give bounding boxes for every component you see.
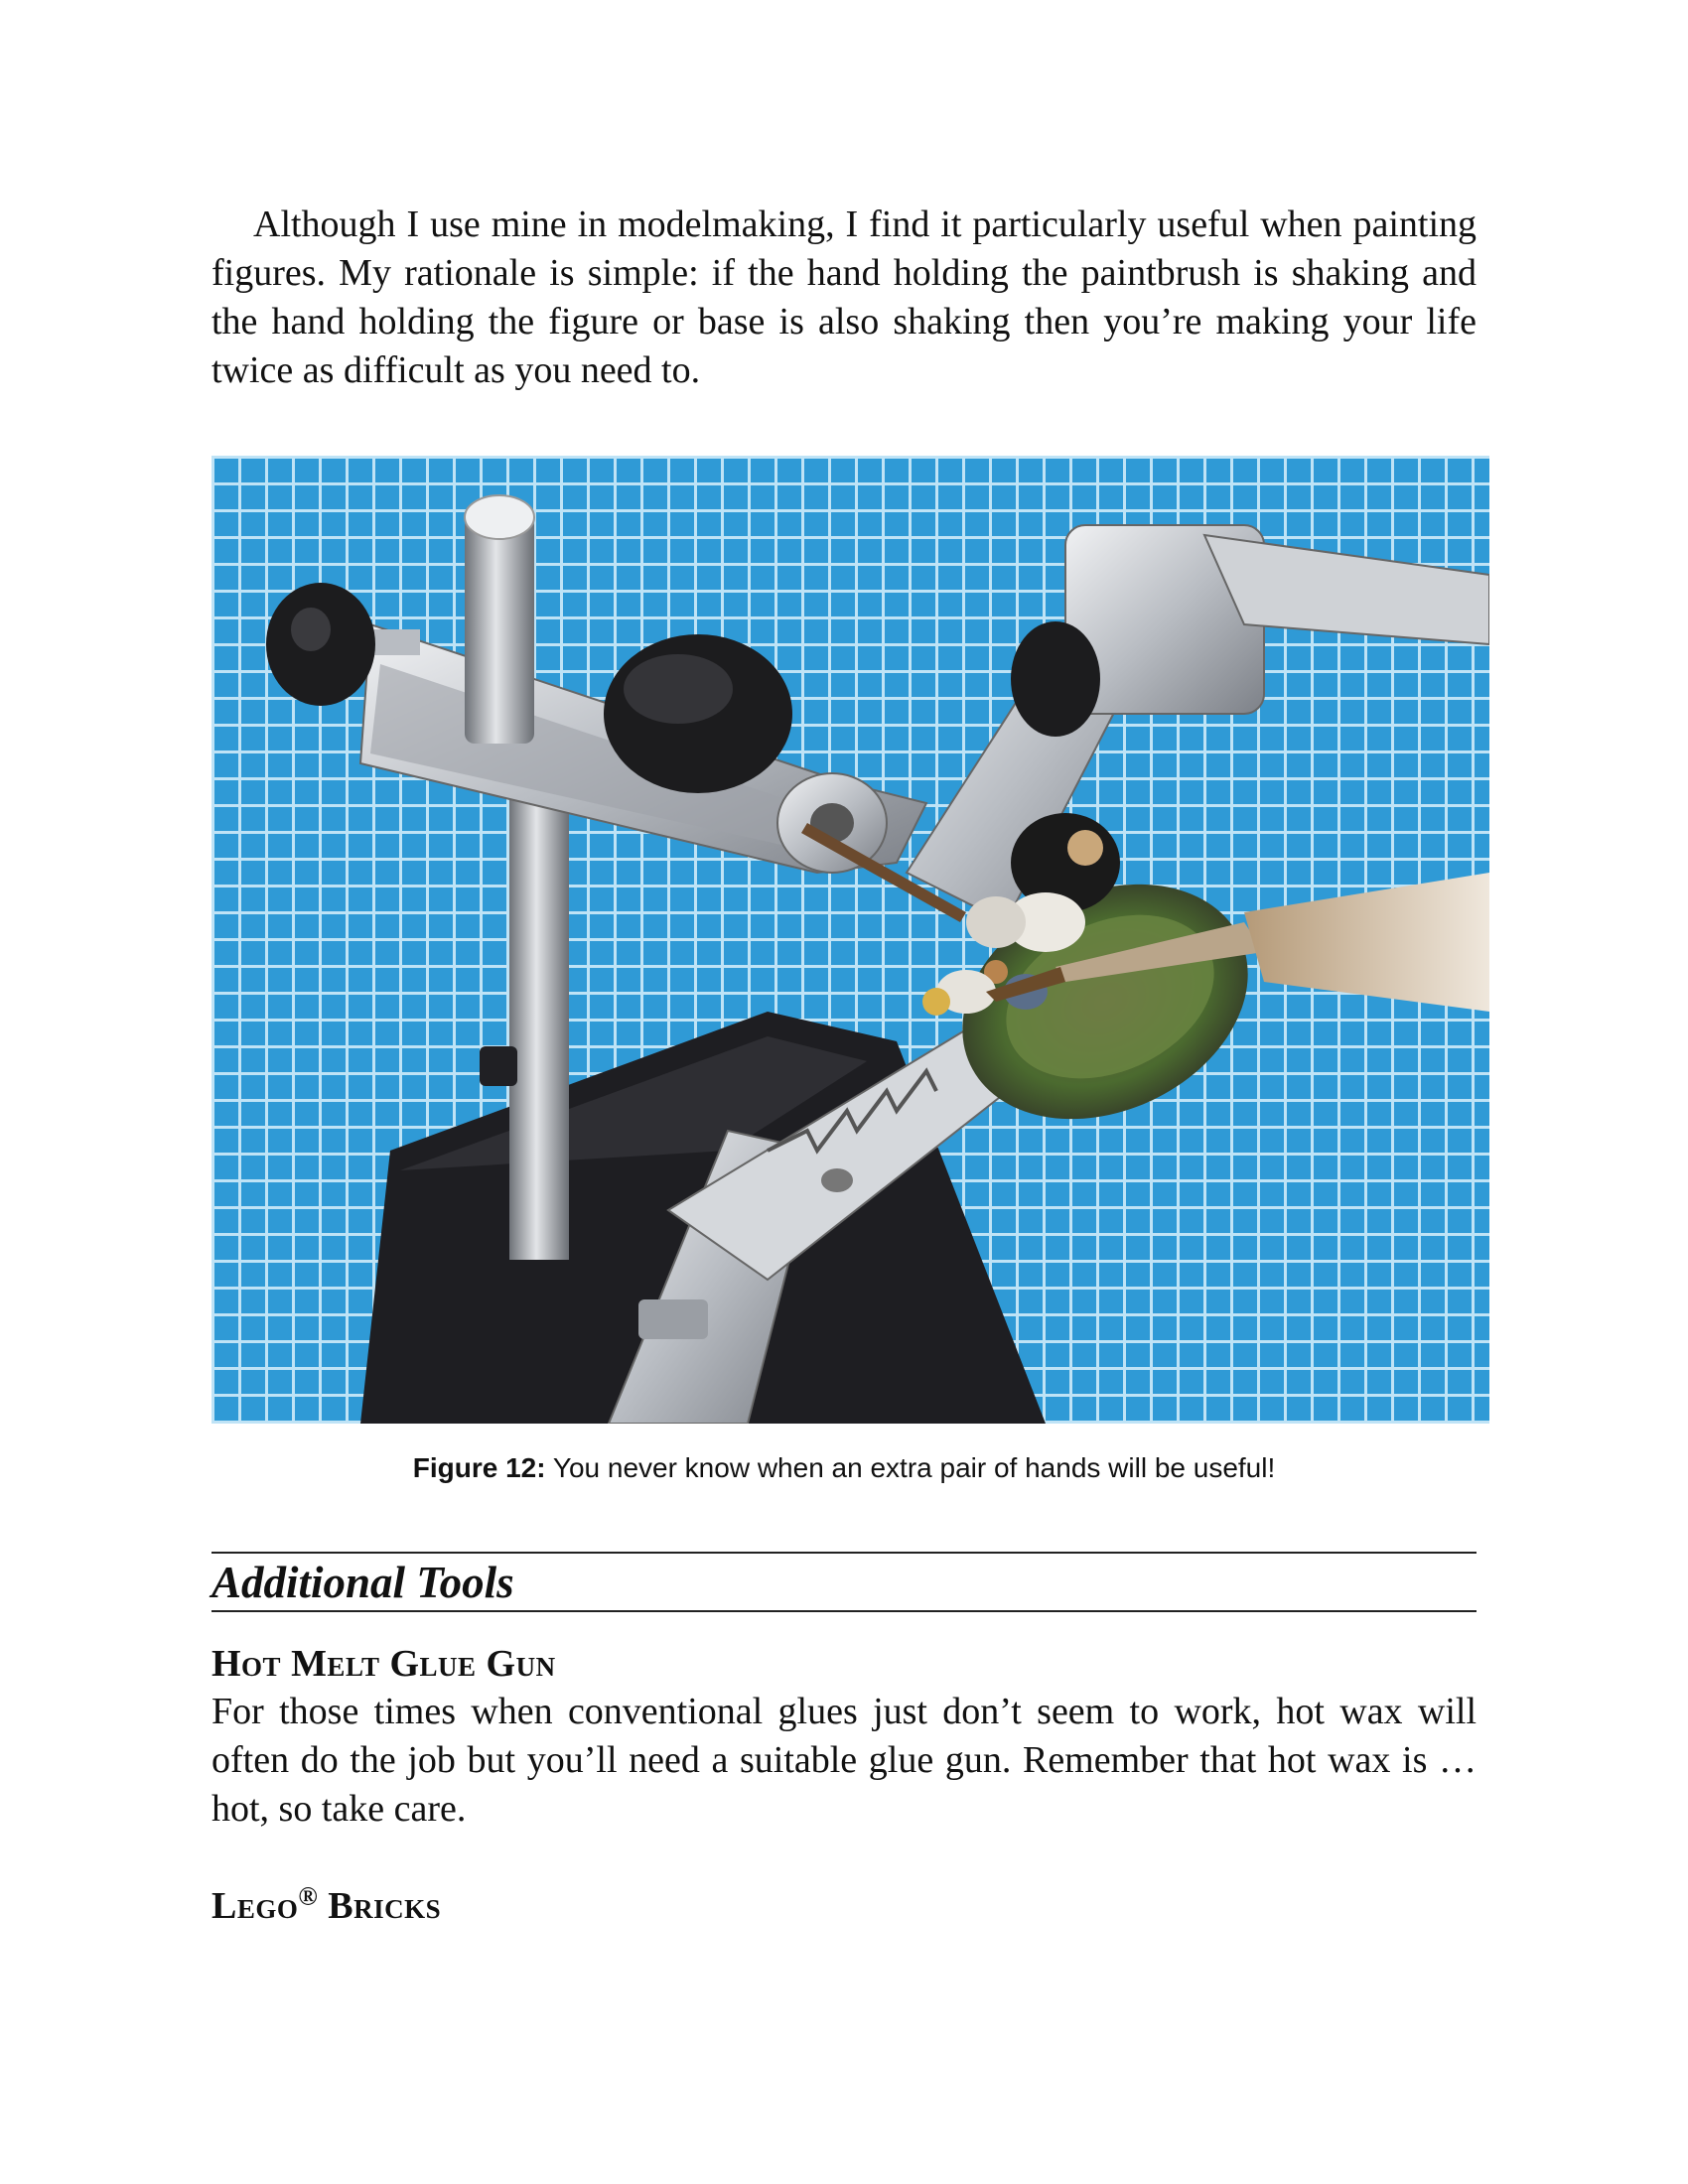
lego-word: Lego xyxy=(211,1885,299,1927)
stand-rod xyxy=(509,783,569,1260)
section-heading: Additional Tools xyxy=(211,1558,514,1607)
knob-right xyxy=(1011,621,1100,737)
subsection-heading-lego-bricks xyxy=(211,1881,442,1928)
figure-photo-helping-hands xyxy=(211,456,1489,1424)
clamp-post xyxy=(465,515,534,744)
body-paragraph-glue-gun: For those times when conventional glues just don’t seem to work, hot wax will often do the job but you’ll need a suitable glue gun. Remember that hot wax is … hot, so take care. xyxy=(211,1691,1477,1830)
bricks-word: Bricks xyxy=(318,1885,442,1927)
caption-text: You never know when an extra pair of hands will be useful! xyxy=(545,1452,1276,1483)
figure-caption xyxy=(211,1451,1477,1485)
caption-label: Figure 12: xyxy=(412,1452,546,1483)
body-paragraph: Although I use mine in modelmaking, I find it particularly useful when painting figures. My rationale is simple: if the hand holding the paintbrush is shaking and the hand holding the figure or base is also shaking then you’re making your life twice as difficult as you need to. xyxy=(211,204,1477,391)
registered-mark: ® xyxy=(298,1881,319,1911)
section-rule-bottom xyxy=(211,1610,1477,1612)
section-rule-top xyxy=(211,1552,1477,1554)
subsection-heading-glue-gun: Hot Melt Glue Gun xyxy=(211,1643,556,1685)
